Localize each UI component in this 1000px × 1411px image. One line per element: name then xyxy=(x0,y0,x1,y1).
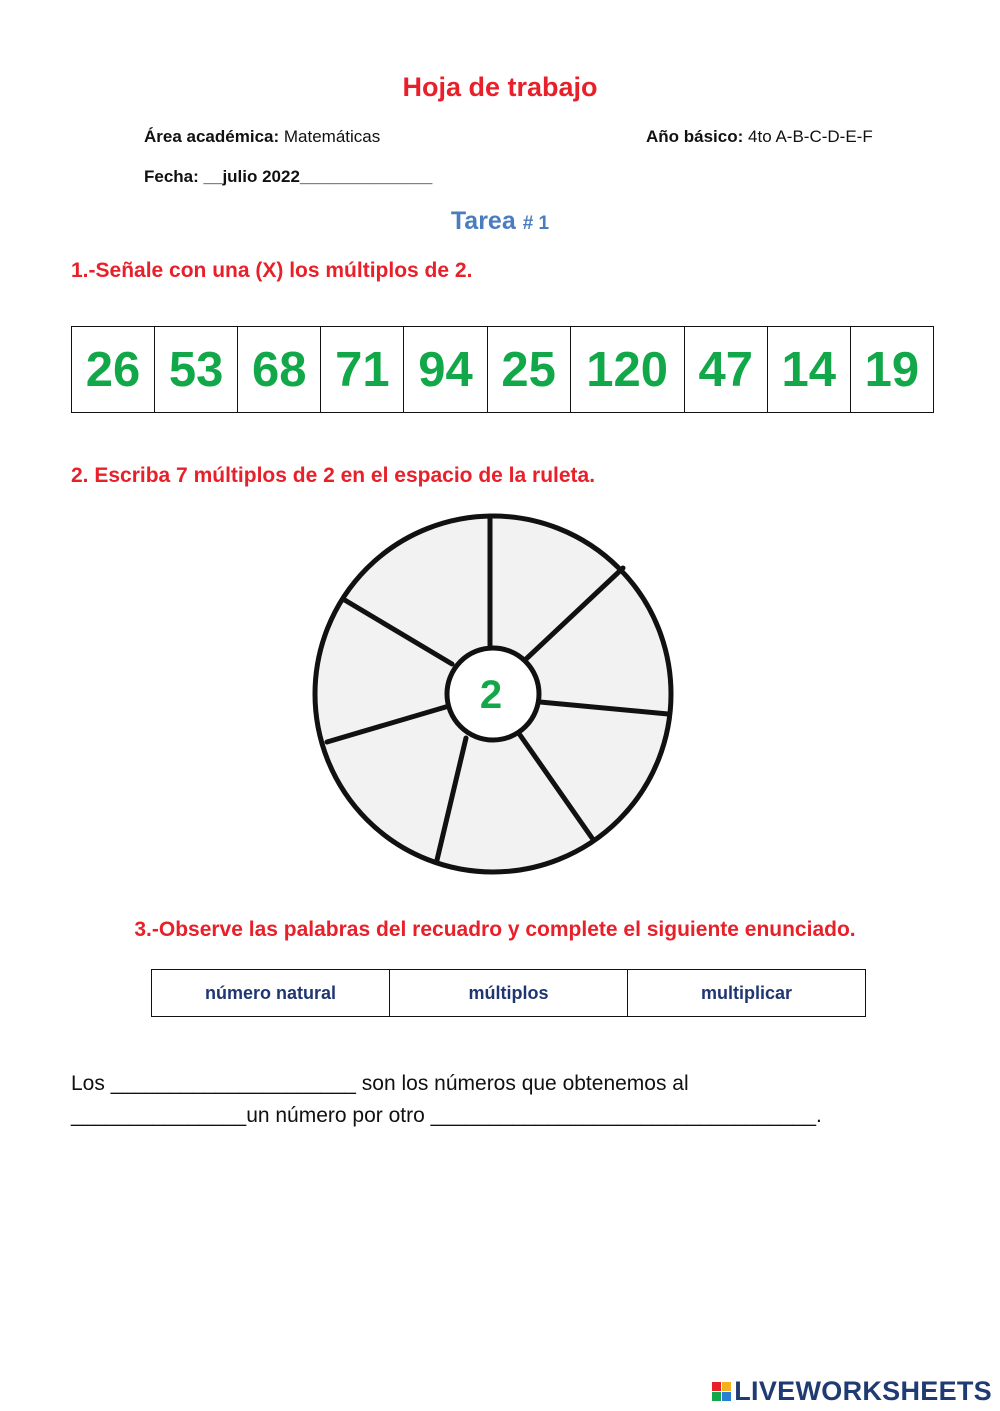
area-label: Área académica: xyxy=(144,127,280,146)
number-cell[interactable]: 14 xyxy=(767,327,850,413)
year-label: Año básico: xyxy=(646,127,744,146)
word-box xyxy=(151,969,866,1017)
date-value: __julio 2022______________ xyxy=(203,167,433,186)
roulette-slot[interactable] xyxy=(465,780,555,824)
area-value: Matemáticas xyxy=(283,127,381,146)
word-option: número natural xyxy=(152,970,390,1017)
number-cell[interactable]: 25 xyxy=(487,327,570,413)
number-cell[interactable]: 68 xyxy=(238,327,321,413)
fecha xyxy=(144,167,432,187)
sentence-line-2[interactable]: _______________un número por otro _________________________________. xyxy=(71,1104,822,1127)
area-academica xyxy=(144,127,380,147)
number-cell[interactable]: 94 xyxy=(404,327,487,413)
sentence-line-1[interactable]: Los _____________________ son los números que obtenemos al xyxy=(71,1072,689,1095)
logo-text: LIVEWORKSHEETS xyxy=(734,1376,992,1406)
question-2: 2. Escriba 7 múltiplos de 2 en el espacio de la ruleta. xyxy=(71,464,596,487)
numbers-table xyxy=(71,326,934,413)
word-option: multiplicar xyxy=(628,970,866,1017)
number-cell[interactable]: 26 xyxy=(72,327,155,413)
roulette-wheel xyxy=(300,505,690,885)
liveworksheets-logo xyxy=(712,1376,992,1407)
logo-icon xyxy=(712,1382,731,1401)
roulette-slot[interactable] xyxy=(336,680,426,724)
ano-basico xyxy=(646,127,873,147)
roulette-center-number: 2 xyxy=(479,673,503,717)
question-3: 3.-Observe las palabras del recuadro y complete el siguiente enunciado. xyxy=(134,918,856,941)
date-label: Fecha: xyxy=(144,167,199,186)
number-cell[interactable]: 120 xyxy=(570,327,684,413)
roulette-slot[interactable] xyxy=(560,630,650,674)
roulette-slot[interactable] xyxy=(510,578,590,622)
word-option: múltiplos xyxy=(390,970,628,1017)
number-cell[interactable]: 19 xyxy=(850,327,933,413)
number-cell[interactable]: 47 xyxy=(684,327,767,413)
fill-in-sentence xyxy=(71,1068,951,1132)
roulette-slot[interactable] xyxy=(350,770,440,814)
roulette-slot[interactable] xyxy=(548,730,638,774)
roulette-slot[interactable] xyxy=(392,592,472,636)
task-number: # 1 xyxy=(522,213,550,234)
number-cell[interactable]: 53 xyxy=(155,327,238,413)
task-heading xyxy=(0,207,1000,236)
page-title: Hoja de trabajo xyxy=(402,72,598,102)
question-1: 1.-Señale con una (X) los múltiplos de 2. xyxy=(71,259,473,282)
number-cell[interactable]: 71 xyxy=(321,327,404,413)
task-label: Tarea xyxy=(450,207,516,235)
year-value: 4to A-B-C-D-E-F xyxy=(748,127,873,146)
